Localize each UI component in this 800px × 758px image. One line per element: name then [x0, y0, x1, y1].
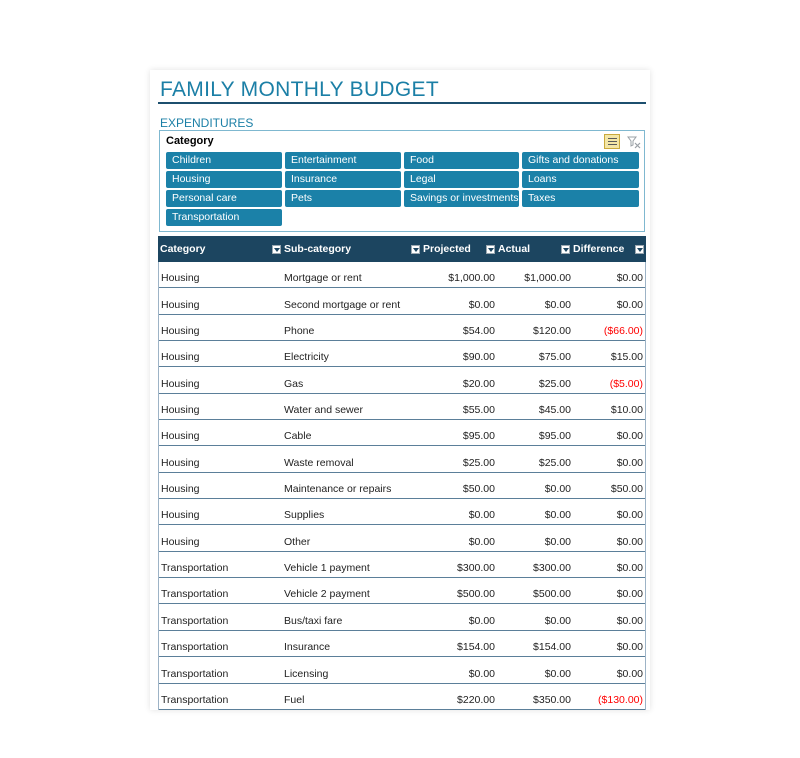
- cell-difference: $0.00: [616, 588, 643, 601]
- cell-actual: $300.00: [533, 562, 571, 575]
- table-row: [159, 525, 645, 551]
- cell-difference: $0.00: [616, 641, 643, 654]
- cell-actual: $0.00: [544, 483, 571, 496]
- cell-subcategory: Waste removal: [284, 456, 354, 469]
- cell-projected: $50.00: [462, 483, 495, 496]
- cell-difference: $0.00: [616, 456, 643, 469]
- cell-difference: ($5.00): [609, 377, 643, 390]
- cell-difference: $0.00: [616, 562, 643, 575]
- cell-subcategory: Supplies: [284, 509, 325, 522]
- clear-filter-icon[interactable]: [626, 134, 642, 149]
- cell-subcategory: Mortgage or rent: [284, 272, 362, 285]
- slicer-item-taxes[interactable]: Taxes: [522, 190, 639, 207]
- table-row: [159, 552, 645, 578]
- slicer-item-savings-or-investments[interactable]: Savings or investments: [404, 190, 519, 207]
- cell-difference: $0.00: [616, 509, 643, 522]
- cell-actual: $0.00: [544, 614, 571, 627]
- col-header-subcategory: Sub-category: [284, 243, 352, 255]
- cell-projected: $54.00: [462, 325, 495, 338]
- slicer-item-children[interactable]: Children: [166, 152, 282, 169]
- cell-actual: $120.00: [533, 325, 571, 338]
- cell-category: Transportation: [161, 641, 229, 654]
- cell-difference: $0.00: [616, 272, 643, 285]
- cell-subcategory: Vehicle 1 payment: [284, 562, 370, 575]
- budget-sheet: [150, 70, 650, 710]
- cell-difference: $15.00: [610, 351, 643, 364]
- cell-subcategory: Other: [284, 535, 311, 548]
- slicer-header: Category: [166, 135, 214, 147]
- cell-actual: $25.00: [538, 377, 571, 390]
- subcategory-filter-dropdown[interactable]: [411, 245, 420, 254]
- cell-projected: $0.00: [468, 535, 495, 548]
- cell-actual: $0.00: [544, 298, 571, 311]
- difference-filter-dropdown[interactable]: [635, 245, 644, 254]
- table-row: [159, 473, 645, 499]
- cell-category: Housing: [161, 430, 200, 443]
- table-row: [159, 446, 645, 472]
- slicer-item-housing[interactable]: Housing: [166, 171, 282, 188]
- cell-difference: $50.00: [610, 483, 643, 496]
- slicer-item-insurance[interactable]: Insurance: [285, 171, 401, 188]
- slicer-item-legal[interactable]: Legal: [404, 171, 519, 188]
- cell-subcategory: Fuel: [284, 693, 305, 706]
- cell-category: Transportation: [161, 614, 229, 627]
- cell-difference: $0.00: [616, 298, 643, 311]
- cell-category: Housing: [161, 298, 200, 311]
- table-row: [159, 341, 645, 367]
- cell-projected: $0.00: [468, 667, 495, 680]
- cell-category: Housing: [161, 325, 200, 338]
- cell-actual: $0.00: [544, 509, 571, 522]
- cell-subcategory: Maintenance or repairs: [284, 483, 392, 496]
- cell-projected: $0.00: [468, 509, 495, 522]
- cell-category: Housing: [161, 509, 200, 522]
- cell-projected: $1,000.00: [448, 272, 495, 285]
- cell-actual: $95.00: [538, 430, 571, 443]
- slicer-item-pets[interactable]: Pets: [285, 190, 401, 207]
- cell-subcategory: Gas: [284, 377, 304, 390]
- col-header-projected: Projected: [423, 243, 471, 255]
- cell-projected: $95.00: [462, 430, 495, 443]
- col-header-actual: Actual: [498, 243, 531, 255]
- cell-subcategory: Bus/taxi fare: [284, 614, 343, 627]
- cell-difference: $0.00: [616, 535, 643, 548]
- cell-difference: $0.00: [616, 430, 643, 443]
- table-row: [159, 604, 645, 630]
- cell-projected: $0.00: [468, 298, 495, 311]
- slicer-item-gifts-and-donations[interactable]: Gifts and donations: [522, 152, 639, 169]
- cell-subcategory: Phone: [284, 325, 315, 338]
- slicer-item-loans[interactable]: Loans: [522, 171, 639, 188]
- slicer-item-entertainment[interactable]: Entertainment: [285, 152, 401, 169]
- cell-actual: $350.00: [533, 693, 571, 706]
- cell-actual: $1,000.00: [524, 272, 571, 285]
- actual-filter-dropdown[interactable]: [561, 245, 570, 254]
- table-row: [159, 499, 645, 525]
- cell-actual: $25.00: [538, 456, 571, 469]
- cell-category: Housing: [161, 483, 200, 496]
- table-row: [159, 262, 645, 288]
- cell-projected: $25.00: [462, 456, 495, 469]
- cell-category: Housing: [161, 456, 200, 469]
- cell-category: Transportation: [161, 693, 229, 706]
- col-header-difference: Difference: [573, 243, 625, 255]
- table-row: [159, 657, 645, 683]
- cell-projected: $90.00: [462, 351, 495, 364]
- section-label: EXPENDITURES: [160, 116, 254, 130]
- table-row: [159, 367, 645, 393]
- cell-subcategory: Insurance: [284, 641, 331, 654]
- category-filter-dropdown[interactable]: [272, 245, 281, 254]
- cell-category: Housing: [161, 404, 200, 417]
- cell-actual: $0.00: [544, 667, 571, 680]
- cell-category: Housing: [161, 351, 200, 364]
- cell-category: Housing: [161, 535, 200, 548]
- cell-actual: $154.00: [533, 641, 571, 654]
- cell-subcategory: Second mortgage or rent: [284, 298, 401, 311]
- table-row: [159, 684, 645, 710]
- cell-category: Transportation: [161, 667, 229, 680]
- cell-projected: $0.00: [468, 614, 495, 627]
- cell-category: Housing: [161, 377, 200, 390]
- projected-filter-dropdown[interactable]: [486, 245, 495, 254]
- page-title: FAMILY MONTHLY BUDGET: [160, 78, 439, 101]
- table-row: [159, 578, 645, 604]
- cell-subcategory: Water and sewer: [284, 404, 363, 417]
- table-header: [158, 236, 646, 262]
- cell-projected: $500.00: [457, 588, 495, 601]
- cell-difference: $0.00: [616, 667, 643, 680]
- cell-difference: ($66.00): [603, 325, 643, 338]
- cell-projected: $55.00: [462, 404, 495, 417]
- cell-subcategory: Cable: [284, 430, 312, 443]
- cell-projected: $154.00: [457, 641, 495, 654]
- cell-actual: $75.00: [538, 351, 571, 364]
- slicer-item-food[interactable]: Food: [404, 152, 519, 169]
- cell-difference: ($130.00): [598, 693, 643, 706]
- cell-subcategory: Vehicle 2 payment: [284, 588, 370, 601]
- table-row: [159, 288, 645, 314]
- cell-category: Transportation: [161, 562, 229, 575]
- table-row: [159, 631, 645, 657]
- cell-projected: $20.00: [462, 377, 495, 390]
- cell-projected: $220.00: [457, 693, 495, 706]
- cell-subcategory: Electricity: [284, 351, 329, 364]
- cell-difference: $0.00: [616, 614, 643, 627]
- budget-table-body: [158, 262, 646, 710]
- slicer-item-transportation[interactable]: Transportation: [166, 209, 282, 226]
- cell-subcategory: Licensing: [284, 667, 329, 680]
- cell-actual: $500.00: [533, 588, 571, 601]
- cell-actual: $0.00: [544, 535, 571, 548]
- cell-difference: $10.00: [610, 404, 643, 417]
- cell-category: Housing: [161, 272, 200, 285]
- col-header-category: Category: [160, 243, 206, 255]
- cell-actual: $45.00: [538, 404, 571, 417]
- table-row: [159, 420, 645, 446]
- table-row: [159, 394, 645, 420]
- category-slicer: [159, 130, 645, 232]
- cell-category: Transportation: [161, 588, 229, 601]
- title-divider: [158, 102, 646, 104]
- table-row: [159, 315, 645, 341]
- cell-projected: $300.00: [457, 562, 495, 575]
- slicer-item-personal-care[interactable]: Personal care: [166, 190, 282, 207]
- multi-select-icon[interactable]: [604, 134, 620, 149]
